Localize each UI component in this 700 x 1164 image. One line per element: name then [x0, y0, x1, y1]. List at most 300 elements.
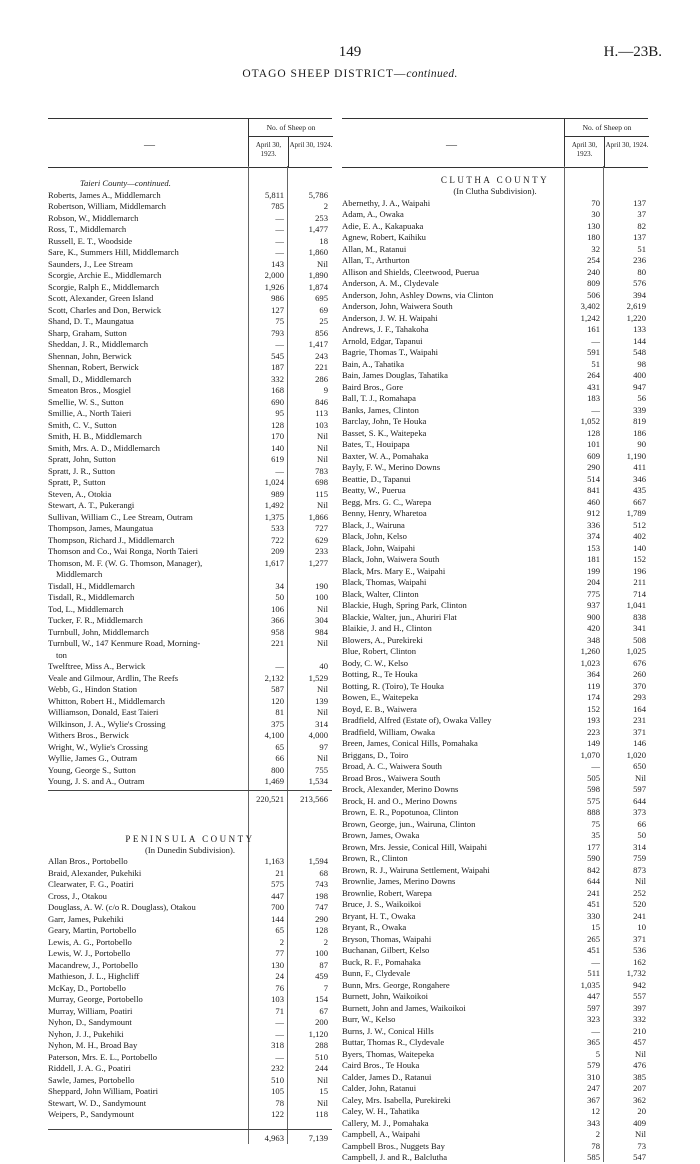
sheep-1924: 82 — [637, 220, 646, 231]
table-row — [48, 650, 332, 662]
sheep-1924: 1,732 — [626, 968, 646, 978]
sheep-1924: 1,874 — [308, 281, 328, 292]
table-row — [48, 868, 332, 880]
sheep-1923: 545 — [271, 350, 284, 361]
sheep-1924: 69 — [319, 304, 328, 315]
table-row — [342, 566, 648, 578]
sheep-1924: 394 — [633, 289, 646, 300]
sheep-1923: 888 — [587, 807, 600, 817]
table-row — [342, 750, 648, 762]
sheep-1924: 40 — [319, 661, 328, 671]
table-row — [48, 420, 332, 432]
sheep-1924: 37 — [637, 209, 646, 219]
sheep-1923: 5 — [595, 1048, 600, 1059]
sheep-1923: 366 — [271, 615, 284, 625]
sheep-1924: 196 — [633, 565, 646, 576]
table-row — [48, 960, 332, 972]
owner-name: Callery, M. J., Pomahaka — [342, 1117, 429, 1128]
table-row — [342, 1129, 648, 1141]
sheep-1924: 288 — [315, 1040, 328, 1050]
sheep-1923: 451 — [587, 899, 600, 909]
sheep-1924: 207 — [633, 1083, 646, 1093]
sheep-1923: 143 — [271, 258, 284, 269]
sheep-1923: 1,260 — [580, 646, 600, 656]
sheep-1924: 241 — [633, 910, 646, 921]
left-table-body — [48, 168, 332, 1146]
sheep-1924: 137 — [633, 232, 646, 242]
table-row — [342, 1106, 648, 1118]
sheep-1923: 76 — [275, 982, 284, 993]
table-row — [342, 543, 648, 555]
table-row — [342, 462, 648, 474]
sheep-1923: 912 — [587, 508, 600, 518]
sheep-1923: — — [275, 661, 284, 671]
document-reference: H.—23B. — [603, 44, 662, 60]
owner-name: Scott, Alexander, Green Island — [48, 293, 154, 303]
owner-name: Bryant, R., Owaka — [342, 922, 407, 932]
sheep-1923: 690 — [271, 396, 284, 407]
owner-name: Brock, Alexander, Merino Downs — [342, 784, 459, 794]
sheep-1923: 66 — [275, 753, 284, 763]
sheep-1924: 236 — [633, 255, 646, 265]
sheep-1923: 75 — [275, 316, 284, 326]
owner-name: Riddell, J. A. G., Poatiri — [48, 1063, 131, 1073]
sheep-1923: 420 — [587, 623, 600, 633]
table-row — [48, 546, 332, 558]
sheep-1924: 520 — [633, 899, 646, 909]
owner-name: Stewart, A. T., Pukerangi — [48, 500, 135, 510]
owner-name: Wyllie, James G., Outram — [48, 753, 138, 763]
sheep-1923: 71 — [275, 1005, 284, 1016]
sheep-1923: — — [591, 335, 600, 346]
sheep-1924: 15 — [319, 1086, 328, 1096]
sheep-1924: 73 — [637, 1140, 646, 1151]
sheep-1923: 35 — [591, 830, 600, 840]
table-row — [342, 485, 648, 497]
owner-name: Murray, George, Portobello — [48, 994, 143, 1004]
table-row — [342, 681, 648, 693]
sheep-1924: 362 — [633, 1094, 646, 1105]
table-row — [342, 1060, 648, 1072]
page-header — [0, 44, 700, 84]
table-row — [342, 1083, 648, 1095]
sheep-1923: 575 — [271, 879, 284, 889]
sheep-1924: Nil — [317, 258, 328, 269]
owner-name: Anderson, A. M., Clydevale — [342, 278, 439, 288]
sheep-1923: 30 — [591, 209, 600, 219]
table-row — [48, 937, 332, 949]
owner-name: Ross, T., Middlemarch — [48, 224, 127, 234]
sheep-1924: Nil — [317, 454, 328, 464]
sheep-1923: 533 — [271, 523, 284, 533]
owner-name: Adam, A., Owaka — [342, 209, 404, 219]
sheep-1924: Nil — [635, 876, 646, 886]
owner-name: Brown, R., Clinton — [342, 853, 408, 863]
sheep-1923: 1,492 — [264, 500, 284, 510]
owner-name: Webb, G., Hindon Station — [48, 684, 138, 694]
sheep-1924: 947 — [633, 381, 646, 392]
sheep-1923: 24 — [275, 971, 284, 981]
sheep-1923: 122 — [271, 1109, 284, 1119]
sheep-1923: 323 — [587, 1014, 600, 1024]
owner-name: Bradfield, Alfred (Estate of), Owaka Valley — [342, 715, 492, 725]
sheep-1924: 146 — [633, 738, 646, 748]
sheep-1924: 727 — [315, 523, 328, 533]
owner-name: Macandrew, J., Portobello — [48, 959, 138, 970]
owner-name: Caird Bros., Te Houka — [342, 1060, 420, 1070]
owner-name: Shennan, Robert, Berwick — [48, 362, 139, 372]
owner-name: Anderson, John, Waiwera South — [342, 301, 453, 311]
owner-name: Garr, James, Pukehiki — [48, 913, 124, 924]
table-row — [342, 290, 648, 302]
sheep-1923: 105 — [271, 1086, 284, 1096]
owner-name: Agnew, Robert, Kaihiku — [342, 232, 426, 242]
sheep-1924: 698 — [315, 477, 328, 487]
owner-name: Brown, E. R., Popotunoa, Clinton — [342, 807, 459, 817]
sheep-1923: 240 — [587, 266, 600, 277]
owner-name: Young, George S., Sutton — [48, 764, 136, 775]
table-row — [48, 316, 332, 328]
owner-name: Nyhon, M. H., Broad Bay — [48, 1040, 138, 1050]
table-row — [342, 244, 648, 256]
owner-name: Botting, R. (Toiro), Te Houka — [342, 680, 444, 691]
table-row — [342, 1095, 648, 1107]
right-table — [342, 118, 648, 1164]
table-row — [342, 853, 648, 865]
sheep-1923: 937 — [587, 600, 600, 610]
sheep-1923: 1,926 — [264, 281, 284, 292]
owner-name: Burr, W., Kelso — [342, 1014, 396, 1024]
sheep-1923: 348 — [587, 634, 600, 645]
sheep-1923: 204 — [587, 577, 600, 587]
owner-name: Benny, Henry, Wharetoa — [342, 508, 427, 518]
owner-name: Murray, William, Poatiri — [48, 1005, 133, 1016]
sheep-1924: 400 — [633, 370, 646, 380]
owner-name: Broad Bros., Waiwera South — [342, 772, 441, 783]
owner-name: Thompson, James, Maungatua — [48, 523, 154, 533]
owner-name: Bowen, E., Waitepeka — [342, 692, 419, 702]
sheep-1924: 1,890 — [308, 270, 328, 280]
table-row — [48, 1075, 332, 1087]
sheep-1924: 346 — [633, 473, 646, 484]
sheep-1924: 190 — [315, 580, 328, 591]
owner-name: Anderson, John, Ashley Downs, via Clinton — [342, 289, 494, 300]
table-row — [48, 351, 332, 363]
owner-name: Sare, K., Summers Hill, Middlemarch — [48, 247, 179, 257]
left-table-header — [48, 118, 332, 168]
section-heading-taieri: Taieri County—continued. — [80, 178, 171, 188]
table-row — [48, 247, 332, 259]
sheep-1923: 232 — [271, 1063, 284, 1073]
sheep-1923: 50 — [275, 592, 284, 602]
table-row — [342, 738, 648, 750]
sheep-1924: 162 — [633, 956, 646, 967]
sheep-1924: Nil — [317, 707, 328, 717]
sheep-1924: 819 — [633, 416, 646, 426]
table-row — [48, 443, 332, 455]
sheep-1924: 133 — [633, 324, 646, 334]
table-row — [48, 661, 332, 673]
owner-name: Bayly, F. W., Merino Downs — [342, 462, 441, 472]
sheep-1923: 2,000 — [264, 270, 284, 280]
owner-name: Douglass, A. W. (c/o R. Douglass), Otakou — [48, 902, 196, 912]
sheep-1924: Nil — [317, 1097, 328, 1108]
header-group-label: No. of Sheep on — [582, 123, 632, 132]
table-row — [48, 1040, 332, 1052]
sheep-1924: 304 — [315, 615, 328, 625]
sheep-1923: 140 — [271, 442, 284, 453]
owner-name: Mathieson, J. L., Highcliff — [48, 971, 140, 981]
sheep-1924: 984 — [315, 626, 328, 637]
owner-name: Braid, Alexander, Pukehiki — [48, 867, 142, 878]
table-row — [342, 589, 648, 601]
table-row — [48, 948, 332, 960]
sheep-1923: — — [591, 404, 600, 415]
sheep-1923: 330 — [587, 910, 600, 921]
total-1924: 7,139 — [308, 1132, 328, 1143]
sheep-1924: 20 — [637, 1106, 646, 1116]
sheep-1923: 221 — [271, 638, 284, 648]
owner-name: Sawle, James, Portobello — [48, 1074, 135, 1085]
sheep-1924: 314 — [315, 718, 328, 729]
header-dash: — — [144, 139, 155, 151]
sheep-1923: 506 — [587, 289, 600, 300]
sheep-1924: 90 — [637, 439, 646, 449]
table-row — [48, 925, 332, 937]
owner-name: Bradfield, William, Owaka — [342, 726, 436, 737]
table-row — [48, 914, 332, 926]
total-1923: 220,521 — [256, 793, 284, 804]
sheep-1924: 409 — [633, 1117, 646, 1128]
table-row — [342, 727, 648, 739]
table-row — [48, 224, 332, 236]
sheep-1924: 695 — [315, 293, 328, 303]
table-row — [342, 508, 648, 520]
sheep-1924: 1,020 — [626, 749, 646, 760]
table-row — [48, 856, 332, 868]
owner-name: Small, D., Middlemarch — [48, 373, 132, 384]
sheep-1923: 5,811 — [264, 189, 284, 200]
sheep-1923: 1,023 — [580, 657, 600, 668]
sheep-count-header — [564, 119, 649, 167]
owner-name: Black, J., Wairuna — [342, 519, 405, 530]
sheep-1924: 1,041 — [626, 600, 646, 610]
sheep-1923: 209 — [271, 546, 284, 556]
table-row — [342, 692, 648, 704]
sheep-1923: 264 — [587, 370, 600, 380]
sheep-1924: 755 — [315, 764, 328, 775]
sheep-1923: 4,100 — [264, 730, 284, 740]
table-row — [48, 719, 332, 731]
owner-name: Tod, L., Middlemarch — [48, 603, 124, 614]
sheep-1924: 115 — [315, 488, 328, 499]
owner-name: Whitton, Robert H., Middlemarch — [48, 695, 165, 706]
sheep-1924: 1,417 — [308, 339, 328, 349]
total-1924: 213,566 — [300, 793, 328, 804]
sheep-1923: 149 — [587, 738, 600, 748]
table-row — [48, 431, 332, 443]
page-title — [0, 68, 700, 80]
owner-name: Bryant, H. T., Owaka — [342, 910, 416, 921]
sheep-1923: 187 — [271, 362, 284, 372]
sheep-1924: Nil — [317, 431, 328, 441]
table-row — [342, 899, 648, 911]
sheep-1924: 2 — [323, 201, 328, 211]
sheep-1924: 629 — [315, 534, 328, 545]
owner-name: Caley, W. H., Tahatika — [342, 1106, 420, 1116]
sheep-1923: 77 — [275, 948, 284, 958]
sheep-1923: — — [275, 339, 284, 349]
sheep-1924: Nil — [317, 684, 328, 694]
sheep-1924: 2,619 — [626, 301, 646, 311]
table-row — [48, 1109, 332, 1121]
table-row — [48, 282, 332, 294]
table-row — [48, 558, 332, 570]
table-row — [342, 1014, 648, 1026]
table-row — [48, 971, 332, 983]
total-1923: 4,963 — [264, 1132, 284, 1143]
sheep-1923: 447 — [271, 890, 284, 901]
table-row — [48, 1029, 332, 1041]
sheep-1923: 722 — [271, 534, 284, 545]
table-row — [342, 968, 648, 980]
table-row — [342, 1049, 648, 1061]
sheep-1924: 290 — [315, 913, 328, 924]
sheep-1924: 4,000 — [308, 730, 328, 740]
sheep-1923: 34 — [275, 580, 284, 591]
table-row — [342, 554, 648, 566]
owner-name: Thomson and Co., Wai Ronga, North Taieri — [48, 546, 198, 556]
owner-name: Burnett, John, Waikoikoi — [342, 991, 429, 1001]
owner-name: Smith, Mrs. A. D., Middlemarch — [48, 442, 160, 453]
owner-name: Smellie, W. S., Sutton — [48, 396, 124, 407]
sheep-1924: 244 — [315, 1063, 328, 1073]
table-row — [48, 454, 332, 466]
sheep-1924: 759 — [633, 853, 646, 863]
owner-name: Shand, D. T., Maungatua — [48, 316, 134, 326]
table-row — [48, 627, 332, 639]
sheep-1923: 170 — [271, 431, 284, 441]
sheep-1924: 457 — [633, 1037, 646, 1047]
sheep-1923: 103 — [271, 994, 284, 1004]
owner-name: Bunn, F., Clydevale — [342, 968, 411, 978]
table-row — [342, 278, 648, 290]
table-row — [342, 842, 648, 854]
sheep-1923: 986 — [271, 293, 284, 303]
sheep-1924: 186 — [633, 427, 646, 438]
table-row — [48, 523, 332, 535]
sheep-1923: 223 — [587, 726, 600, 737]
sheep-1924: 411 — [633, 462, 646, 472]
owner-name: Thomson, M. F. (W. G. Thomson, Manager), — [48, 557, 203, 568]
owner-name: Tisdall, H., Middlemarch — [48, 580, 135, 591]
owner-name: Byers, Thomas, Waitepeka — [342, 1048, 435, 1059]
sheep-1924: 644 — [633, 795, 646, 806]
table-row — [342, 784, 648, 796]
sheep-1924: Nil — [635, 1048, 646, 1059]
header-dash: — — [446, 139, 457, 151]
table-row — [48, 569, 332, 581]
owner-name: Smillie, A., North Taieri — [48, 408, 132, 418]
sheep-1924: 87 — [319, 959, 328, 970]
sheep-1923: 511 — [587, 968, 600, 978]
owner-name: Blackie, Walter, jun., Ahuriri Flat — [342, 611, 457, 622]
owner-name: Blowers, A., Purekireki — [342, 634, 423, 645]
sheep-1923: 144 — [271, 913, 284, 924]
table-row — [342, 347, 648, 359]
table-row — [48, 1098, 332, 1110]
sheep-1923: 78 — [275, 1097, 284, 1108]
sheep-1923: 785 — [271, 201, 284, 211]
table-row — [342, 704, 648, 716]
table-row — [48, 213, 332, 225]
sheep-1923: — — [275, 1028, 284, 1039]
table-row — [342, 336, 648, 348]
table-row — [342, 451, 648, 463]
table-row — [48, 190, 332, 202]
sheep-1924: 370 — [633, 680, 646, 691]
sheep-1923: 193 — [587, 715, 600, 725]
owner-name: Campbell Bros., Nuggets Bay — [342, 1140, 445, 1151]
sheep-1923: 1,024 — [264, 477, 284, 487]
owner-name: Clearwater, F. G., Poatiri — [48, 879, 134, 889]
sheep-1924: 231 — [633, 715, 646, 725]
sheep-1923: 168 — [271, 385, 284, 395]
sheep-1923: 447 — [587, 991, 600, 1001]
sheep-1924: Nil — [317, 1074, 328, 1085]
table-row — [342, 474, 648, 486]
sheep-1924: 314 — [633, 841, 646, 852]
sheep-1923: 2 — [279, 936, 284, 947]
table-row — [342, 359, 648, 371]
sheep-1923: 375 — [271, 718, 284, 729]
owner-name: Paterson, Mrs. E. L., Portobello — [48, 1051, 158, 1062]
owner-name: Scorgie, Ralph E., Middlemarch — [48, 281, 160, 292]
sheep-1924: 1,025 — [626, 646, 646, 656]
spacer — [48, 1121, 332, 1127]
sheep-1924: 1,190 — [626, 450, 646, 461]
sheep-1923: 81 — [275, 707, 284, 717]
sheep-1924: 198 — [315, 890, 328, 901]
sheep-1924: 838 — [633, 611, 646, 622]
sheep-1924: 476 — [633, 1060, 646, 1070]
owner-name: Begg, Mrs. G. C., Warepa — [342, 496, 432, 507]
owner-name: Tisdall, R., Middlemarch — [48, 592, 135, 602]
sheep-1924: 128 — [315, 925, 328, 935]
table-row — [48, 615, 332, 627]
sheep-1923: 1,617 — [264, 557, 284, 568]
owner-name: Veale and Gilmour, Ardlin, The Reefs — [48, 672, 179, 683]
owner-name: Saunders, J., Lee Stream — [48, 258, 133, 269]
right-table-body — [342, 168, 648, 1164]
spacer — [48, 168, 332, 178]
owner-name: Spratt, P., Sutton — [48, 477, 106, 487]
owner-name: Botting, R., Te Houka — [342, 669, 418, 679]
sheep-1923: — — [275, 1051, 284, 1062]
sheep-1924: Nil — [317, 603, 328, 614]
sheep-1923: 958 — [271, 626, 284, 637]
sheep-1924: 50 — [637, 830, 646, 840]
sheep-1923: — — [275, 224, 284, 234]
table-row — [48, 742, 332, 754]
sheep-1923: 183 — [587, 393, 600, 403]
sheep-1923: 365 — [587, 1037, 600, 1047]
sheep-1924: 371 — [633, 933, 646, 944]
table-row — [342, 301, 648, 313]
table-row — [48, 305, 332, 317]
sheep-1924: 371 — [633, 726, 646, 737]
owner-name: Scott, Charles and Don, Berwick — [48, 304, 162, 315]
